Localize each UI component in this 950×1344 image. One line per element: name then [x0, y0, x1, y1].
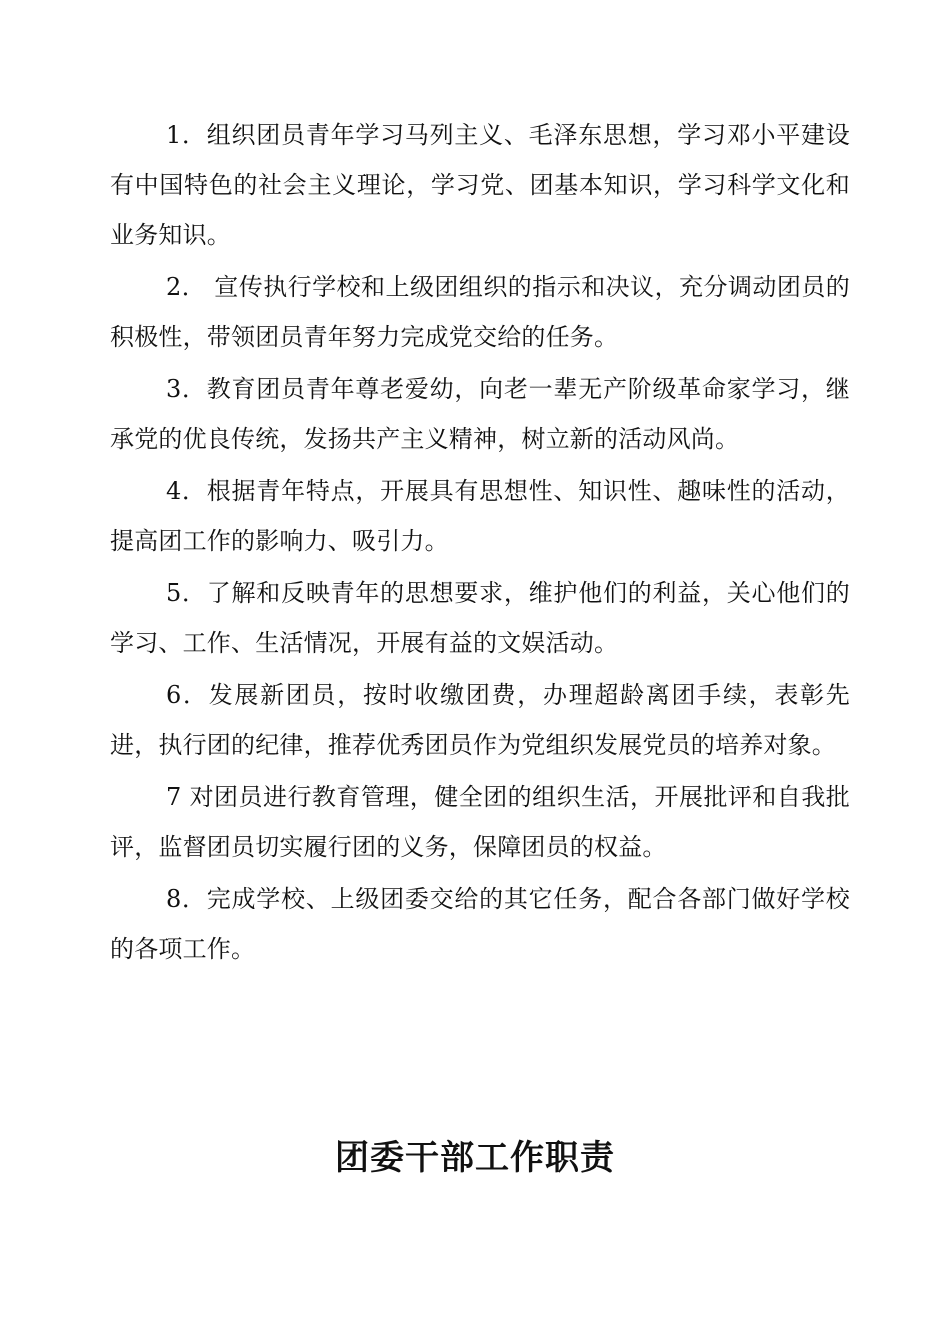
document-body	[110, 110, 850, 976]
duty-item-4: 4．根据青年特点，开展具有思想性、知识性、趣味性的活动，提高团工作的影响力、吸引力。	[110, 477, 850, 555]
duty-item-3: 3．教育团员青年尊老爱幼，向老一辈无产阶级革命家学习，继承党的优良传统，发扬共产主义精神，树立新的活动风尚。	[110, 375, 850, 453]
duty-item-6: 6．发展新团员，按时收缴团费，办理超龄离团手续，表彰先进，执行团的纪律，推荐优秀团员作为党组织发展党员的培养对象。	[110, 681, 850, 759]
duty-item-7: 7 对团员进行教育管理，健全团的组织生活，开展批评和自我批评，监督团员切实履行团的义务，保障团员的权益。	[110, 783, 850, 861]
duty-item-5: 5．了解和反映青年的思想要求，维护他们的利益，关心他们的学习、工作、生活情况，开展有益的文娱活动。	[110, 579, 850, 657]
duty-item-1: 1．组织团员青年学习马列主义、毛泽东思想，学习邓小平建设有中国特色的社会主义理论，学习党、团基本知识，学习科学文化和业务知识。	[110, 121, 850, 249]
duty-item-2: 2． 宣传执行学校和上级团组织的指示和决议，充分调动团员的积极性，带领团员青年努力完成党交给的任务。	[110, 273, 850, 351]
section-title: 团委干部工作职责	[335, 1138, 615, 1178]
duty-item-8: 8．完成学校、上级团委交给的其它任务，配合各部门做好学校的各项工作。	[110, 885, 850, 963]
